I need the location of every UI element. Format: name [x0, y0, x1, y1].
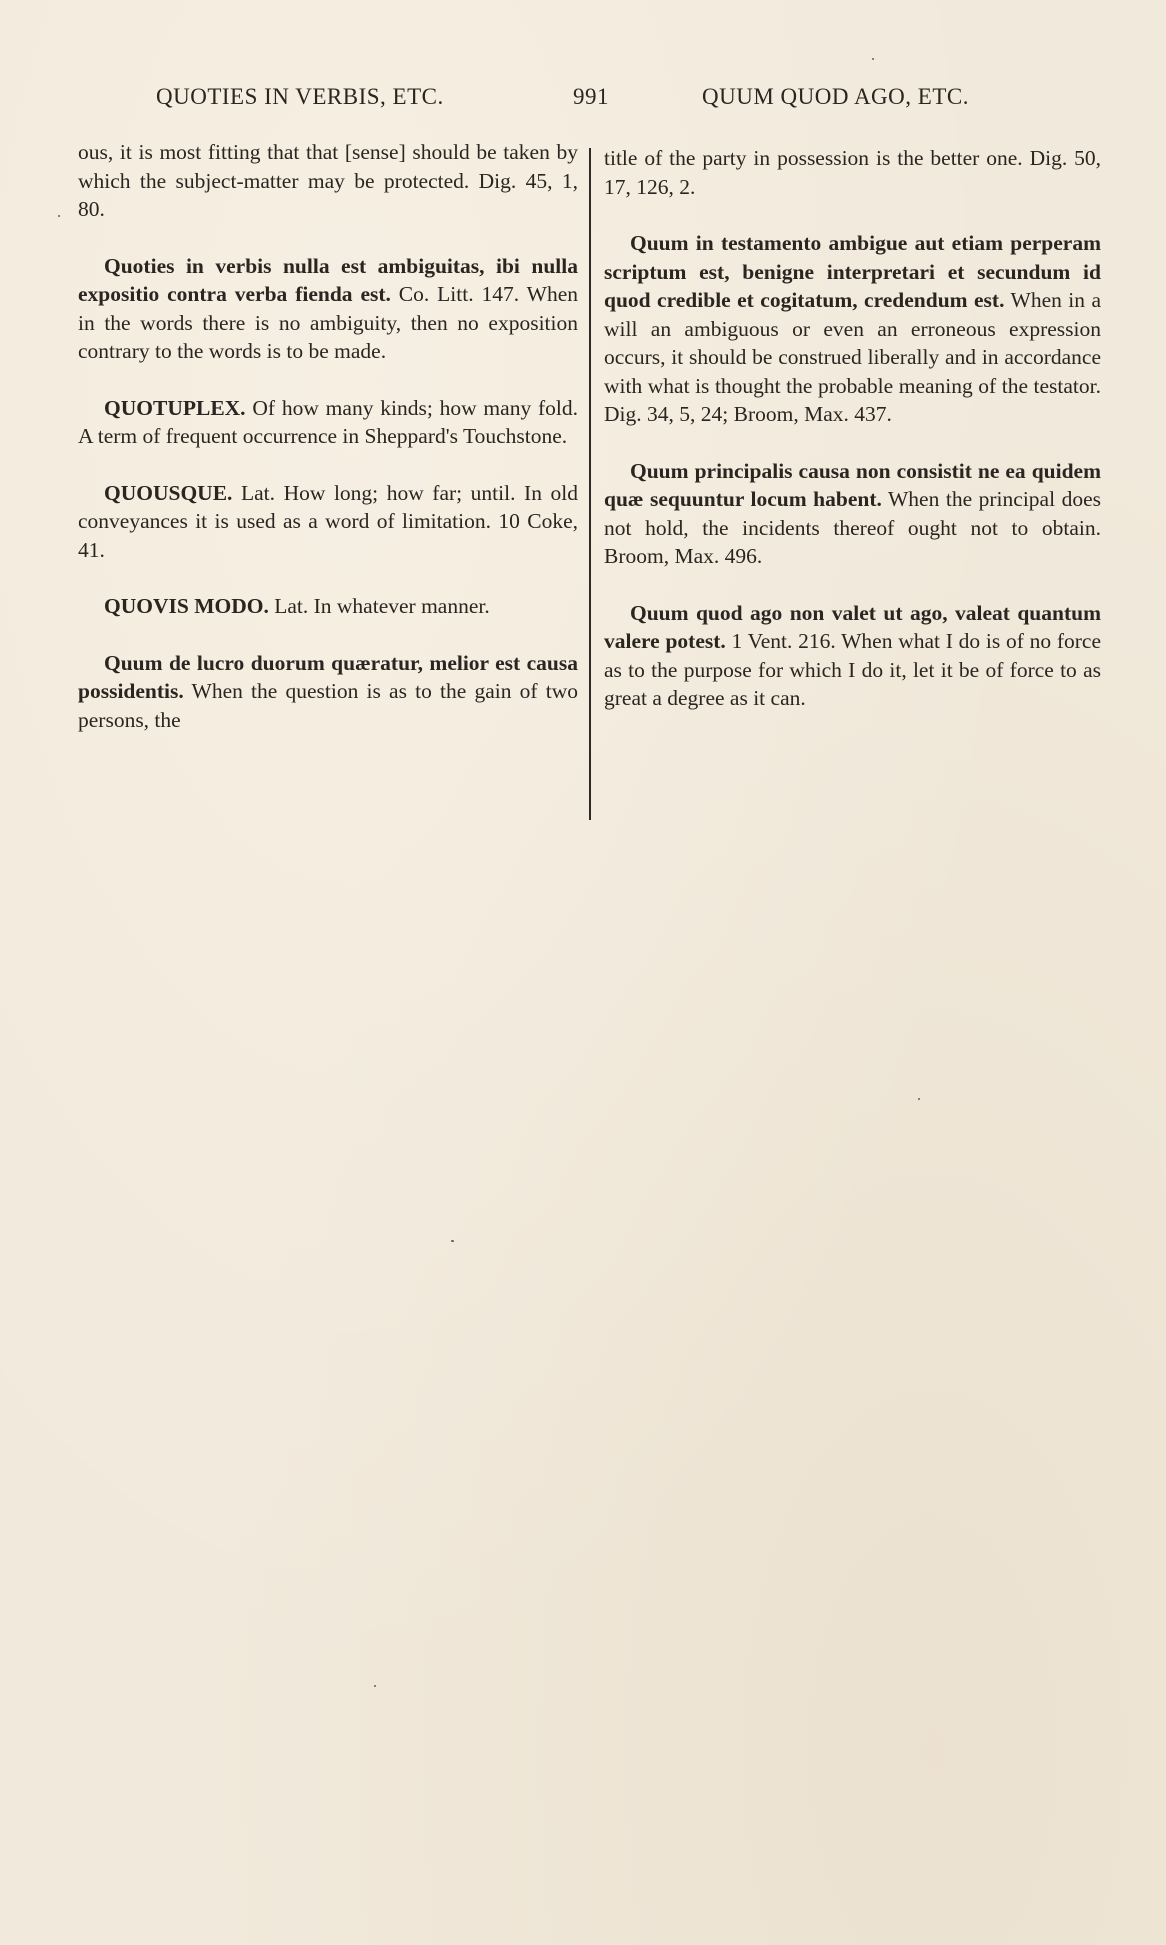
entry-quovis-modo	[78, 592, 578, 621]
header-left-title: QUOTIES IN VERBIS, ETC.	[156, 84, 444, 109]
entry-quum-in-testamento	[604, 229, 1101, 429]
paper-speck	[918, 1098, 920, 1100]
entry-quum-principalis	[604, 457, 1101, 571]
entry-quousque	[78, 479, 578, 565]
entry-head: Quum de lucro duorum quæratur, melior est causa possidentis.	[78, 650, 578, 703]
entry-head: Quum quod ago non valet ut ago, valeat quantum valere potest.	[604, 600, 1101, 653]
entry-quum-quod-ago	[604, 599, 1101, 713]
left-column	[78, 138, 578, 762]
entry-head: QUOTUPLEX.	[104, 395, 246, 420]
entry-text: Co. Litt. 147. When in the words there is no ambiguity, then no exposition contrary to the words is to be made.	[78, 282, 578, 363]
entry-text: 1 Vent. 216. When what I do is of no force as to the purpose for which I do it, let it be of force to as great a degree as it can.	[604, 629, 1101, 710]
entry-quum-de-lucro	[78, 649, 578, 735]
entry-text: When the question is as to the gain of two persons, the	[78, 679, 578, 732]
paper-speck	[374, 1685, 376, 1687]
entry-quotuplex	[78, 394, 578, 451]
entry-text: When in a will an ambiguous or even an erroneous expression occurs, it should be construed liberally and in accordance with what is thought the probable meaning of the testator. Dig. 34, 5, 24; Broom, Max. 437.	[604, 288, 1102, 426]
entry-head: Quum in testamento ambigue aut etiam perperam scriptum est, benigne interpretari et secundum id quod credible et cogitatum, credendum est.	[604, 231, 1101, 312]
entry-head: QUOUSQUE.	[104, 480, 233, 505]
page-number: 991	[573, 84, 609, 109]
paper-speck	[451, 1240, 454, 1242]
entry-quoties-in-verbis	[78, 252, 578, 366]
paper-speck	[872, 58, 874, 60]
entry-continuation	[78, 138, 578, 224]
column-divider	[589, 148, 591, 820]
entry-text: title of the party in possession is the better one. Dig. 50, 17, 126, 2.	[604, 146, 1101, 199]
header-right-title: QUUM QUOD AGO, ETC.	[702, 84, 969, 109]
paper-speck	[58, 215, 60, 217]
entry-continuation	[604, 144, 1101, 201]
right-column	[604, 144, 1101, 741]
entry-text: ous, it is most fitting that that [sense] should be taken by which the subject-matter may be protected. Dig. 45, 1, 80.	[78, 140, 578, 221]
entry-text: Lat. In whatever manner.	[268, 594, 490, 618]
entry-head: QUOVIS MODO.	[104, 594, 269, 618]
running-header	[0, 84, 1166, 116]
entry-text: When the principal does not hold, the incidents thereof ought not to obtain. Broom, Max. 496.	[604, 487, 1101, 568]
entry-text: Lat. How long; how far; until. In old conveyances it is used as a word of limitation. 10 Coke, 41.	[78, 480, 578, 562]
entry-head: Quoties in verbis nulla est ambiguitas, ibi nulla expositio contra verba fienda est.	[78, 253, 578, 306]
entry-text: Of how many kinds; how many fold. A term of frequent occurrence in Sheppard's Touchstone.	[78, 395, 578, 448]
entry-head: Quum principalis causa non consistit ne ea quidem quæ sequuntur locum habent.	[604, 458, 1101, 511]
